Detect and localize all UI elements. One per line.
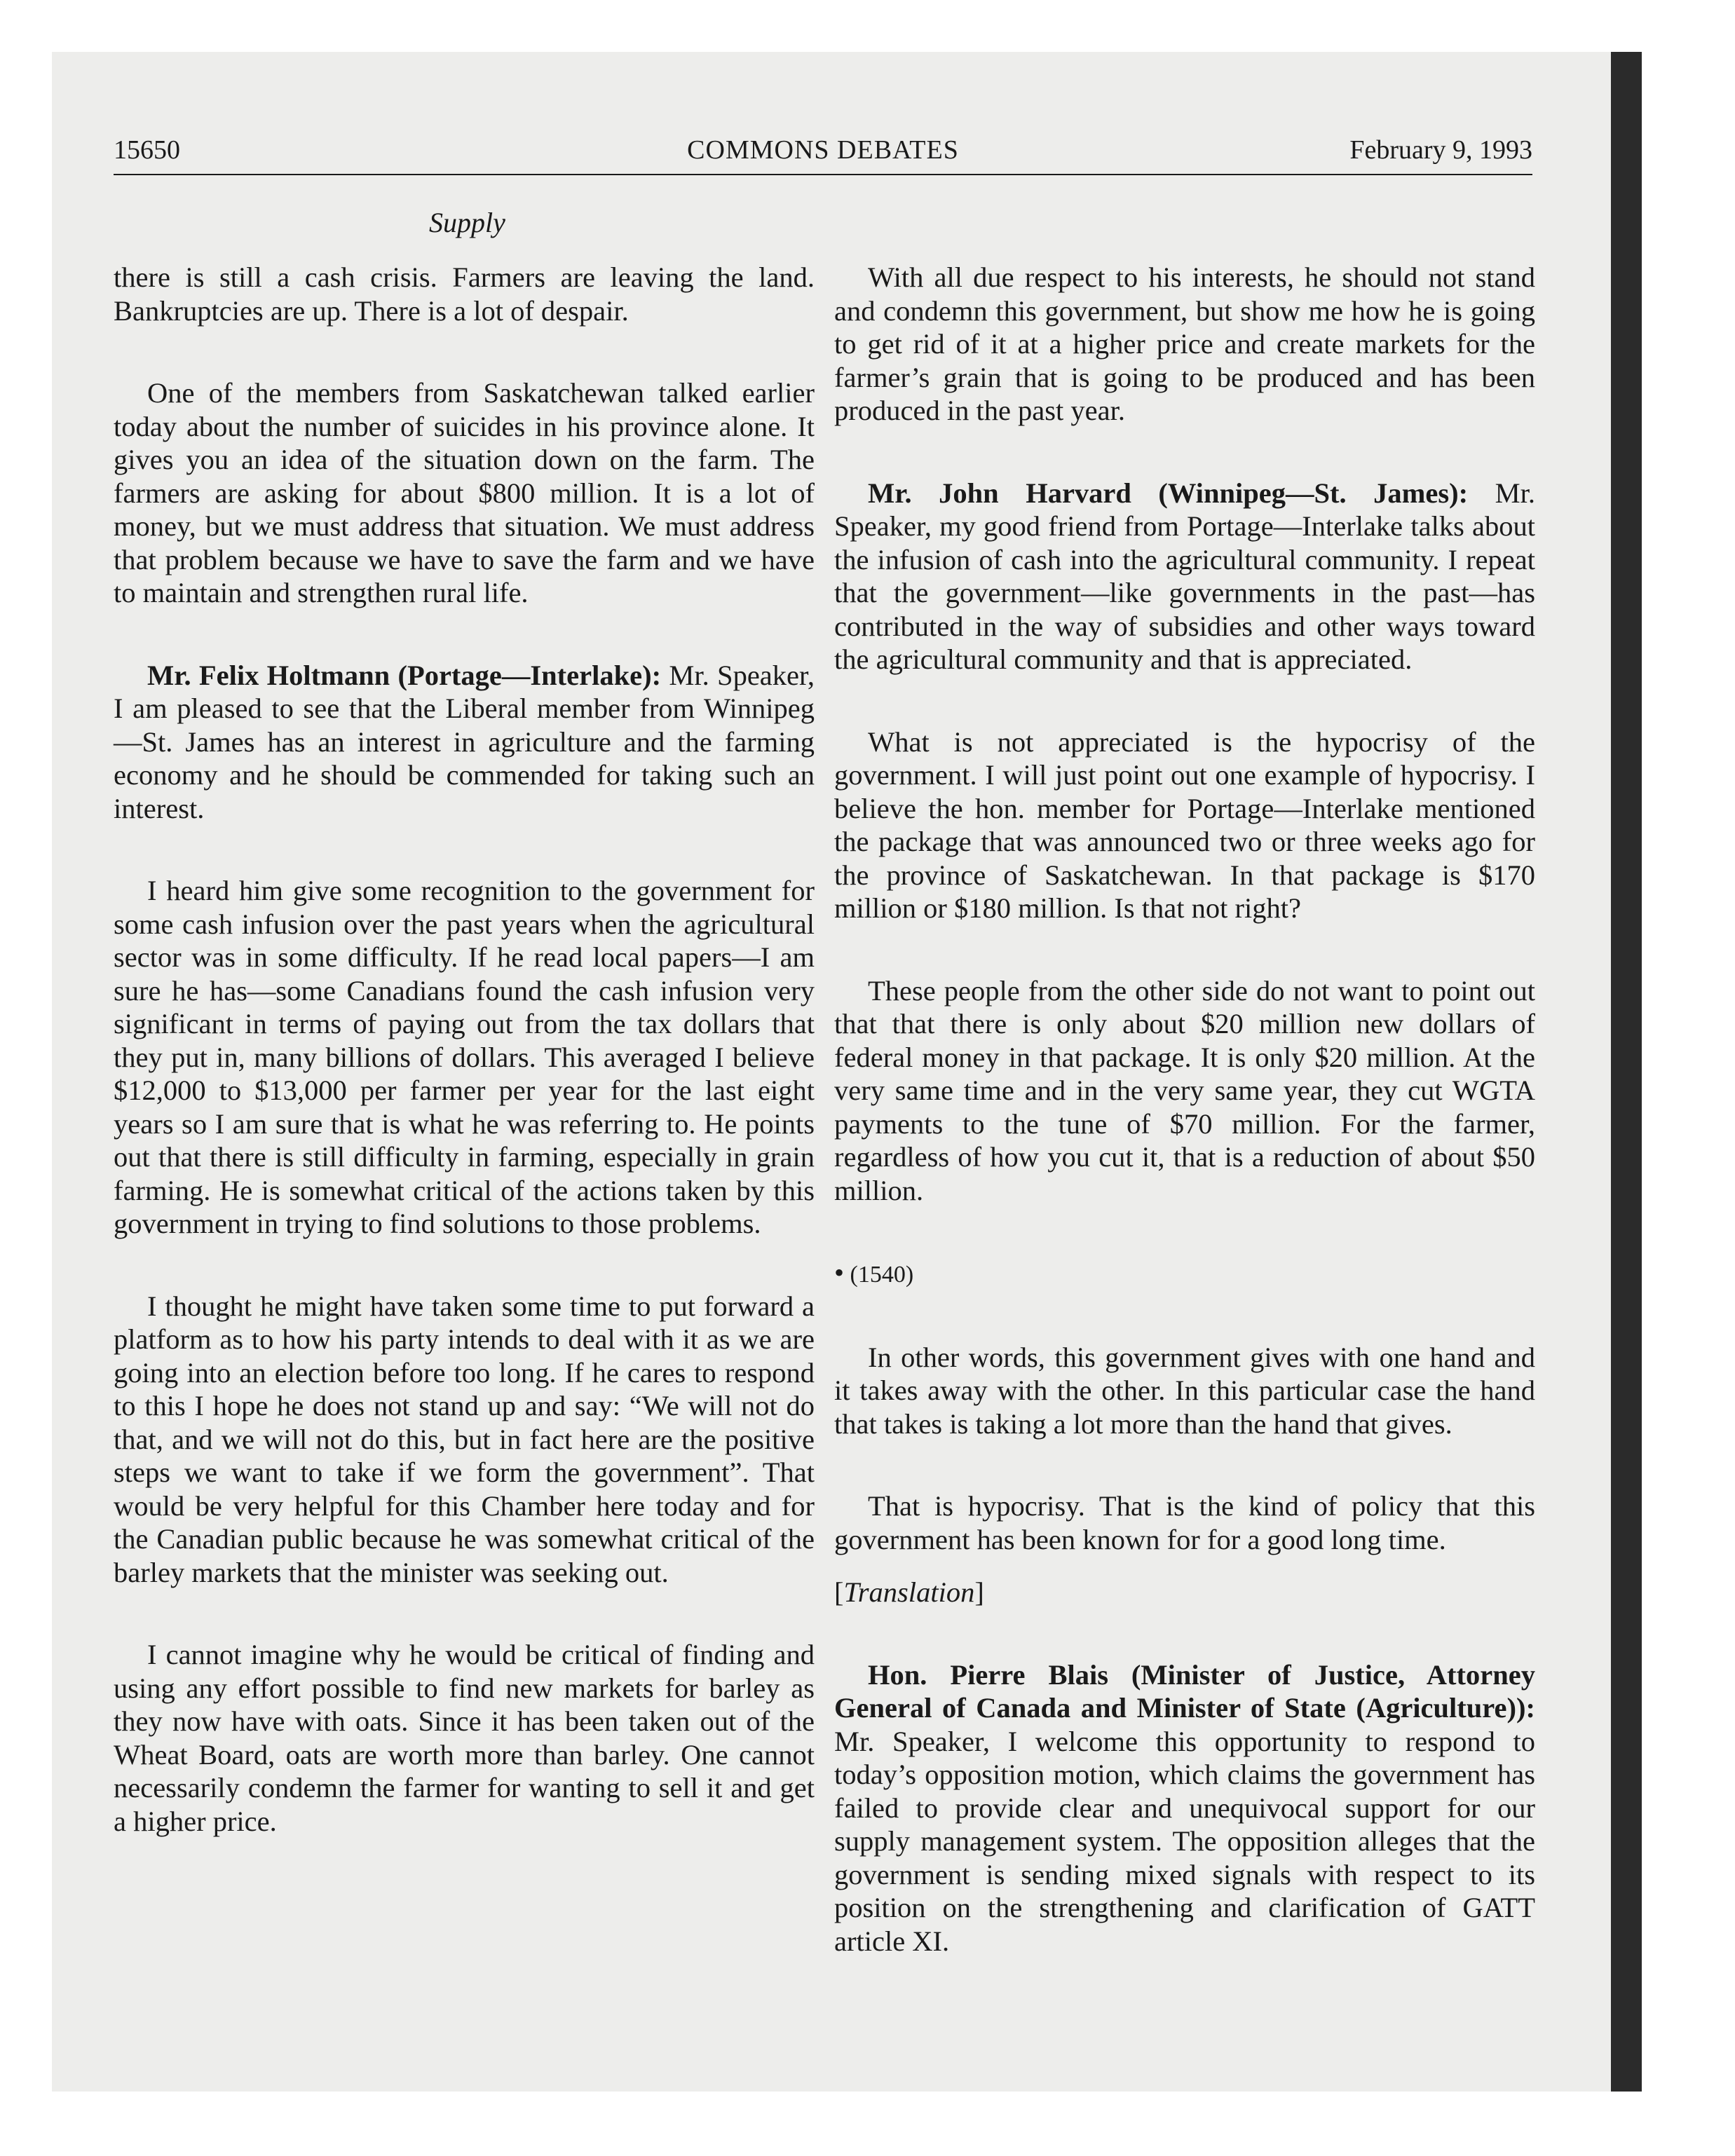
left-column: [114, 261, 815, 1887]
header-rule: [114, 174, 1532, 175]
paragraph: In other words, this government gives with one hand and it takes away with the other. In this particular case the hand that takes is taking a lot more than the hand that gives.: [834, 1341, 1535, 1440]
paragraph: What is not appreciated is the hypocrisy of the government. I will just point out one example of hypocrisy. I believe the hon. member for Portage—Interlake mentioned the package that was announced two or three weeks ago for the province of Saskatchewan. In that package is $170 million or $180 million. Is that not right?: [834, 725, 1535, 924]
time-marker: [834, 1256, 1535, 1292]
paragraph: I heard him give some recognition to the government for some cash infusion over the past years when the agricultural sector was in some difficulty. If he read local papers—I am sure he has—some Canadians found the cash infusion very significant in terms of paying out from the tax dollars that they put in, many billions of dollars. This averaged I believe $12,000 to $13,000 per farmer per year for the last eight years so I am sure that is what he was referring to. He points out that there is still difficulty in farming, especially in grain farming. He is somewhat critical of the actions taken by this government in trying to find solutions to those problems.: [114, 875, 815, 1239]
speech-paragraph: [114, 659, 815, 826]
publication-title: COMMONS DEBATES: [687, 135, 959, 165]
speaker-name: Hon. Pierre Blais (Minister of Justice, Attorney General of Canada and Minister of State (Agriculture)):: [834, 1658, 1535, 1724]
right-column: [834, 261, 1535, 2007]
paragraph: One of the members from Saskatchewan talked earlier today about the number of suicides in his province alone. It gives you an idea of the situation down on the farm. The farmers are asking for about $800 million. It is a lot of money, but we must address that situation. We must address that problem because we have to save the farm and we have to maintain and strengthen rural life.: [114, 377, 815, 608]
translation-label: Translation: [843, 1576, 975, 1608]
section-heading: Supply: [429, 207, 505, 238]
speech-text: Mr. Speaker, my good friend from Portage—Interlake talks about the infusion of cash into the agricultural community. I repeat that the government—like governments in the past—has contributed in the way of subsidies and other ways toward the agricultural community and that is appreciated.: [834, 477, 1535, 675]
publication-date: February 9, 1993: [1349, 135, 1532, 165]
paragraph: there is still a cash crisis. Farmers are leaving the land. Bankruptcies are up. There is a lot of despair.: [114, 261, 815, 327]
page-number: 15650: [114, 135, 180, 165]
page-header: [114, 135, 1532, 177]
time-marker-text: (1540): [850, 1262, 914, 1288]
speech-text: Mr. Speaker, I welcome this opportunity to respond to today’s opposition motion, which claims the government has failed to provide clear and unequivocal support for our supply management system. The opposition alleges that the government is sending mixed signals with respect to its position on the strengthening and clarification of GATT article XI.: [834, 1725, 1535, 1957]
paragraph: With all due respect to his interests, he should not stand and condemn this government, but show me how he is going to get rid of it at a higher price and create markets for the farmer’s grain that is going to be produced and has been produced in the past year.: [834, 261, 1535, 426]
binding-shadow: [1611, 52, 1642, 2092]
speech-paragraph: [834, 1658, 1535, 1958]
speaker-name: Mr. John Harvard (Winnipeg—St. James):: [868, 477, 1469, 509]
paragraph: I thought he might have taken some time to put forward a platform as to how his party intends to deal with it as we are going into an election before too long. If he cares to respond to this I hope he does not stand up and say: “We will not do that, and we will not do this, but in fact here are the positive steps we want to take if we form the government”. That would be very helpful for this Chamber here today and for the Canadian public because he was somewhat critical of the barley markets that the minister was seeking out.: [114, 1290, 815, 1588]
bullet-icon: •: [834, 1257, 845, 1288]
translation-note: [Translation]: [834, 1576, 984, 1608]
speaker-name: Mr. Felix Holtmann (Portage—Interlake):: [147, 659, 662, 691]
paragraph: That is hypocrisy. That is the kind of policy that this government has been known for for a good long time.: [834, 1490, 1535, 1555]
speech-text: Mr. Speaker, I am pleased to see that the Liberal member from Winnipeg—St. James has an interest in agriculture and the farming economy and he should be commended for taking such an interest.: [114, 659, 815, 824]
paragraph: These people from the other side do not want to point out that that there is only about $20 million new dollars of federal money in that package. It is only $20 million. At the very same time and in the very same year, they cut WGTA payments to the tune of $70 million. For the farmer, regardless of how you cut it, that is a reduction of about $50 million.: [834, 974, 1535, 1206]
paragraph: I cannot imagine why he would be critical of finding and using any effort possible to find new markets for barley as they now have with oats. Since it has been taken out of the Wheat Board, oats are worth more than barley. One cannot necessarily condemn the farmer for wanting to sell it and get a higher price.: [114, 1639, 815, 1837]
speech-paragraph: [834, 477, 1535, 676]
